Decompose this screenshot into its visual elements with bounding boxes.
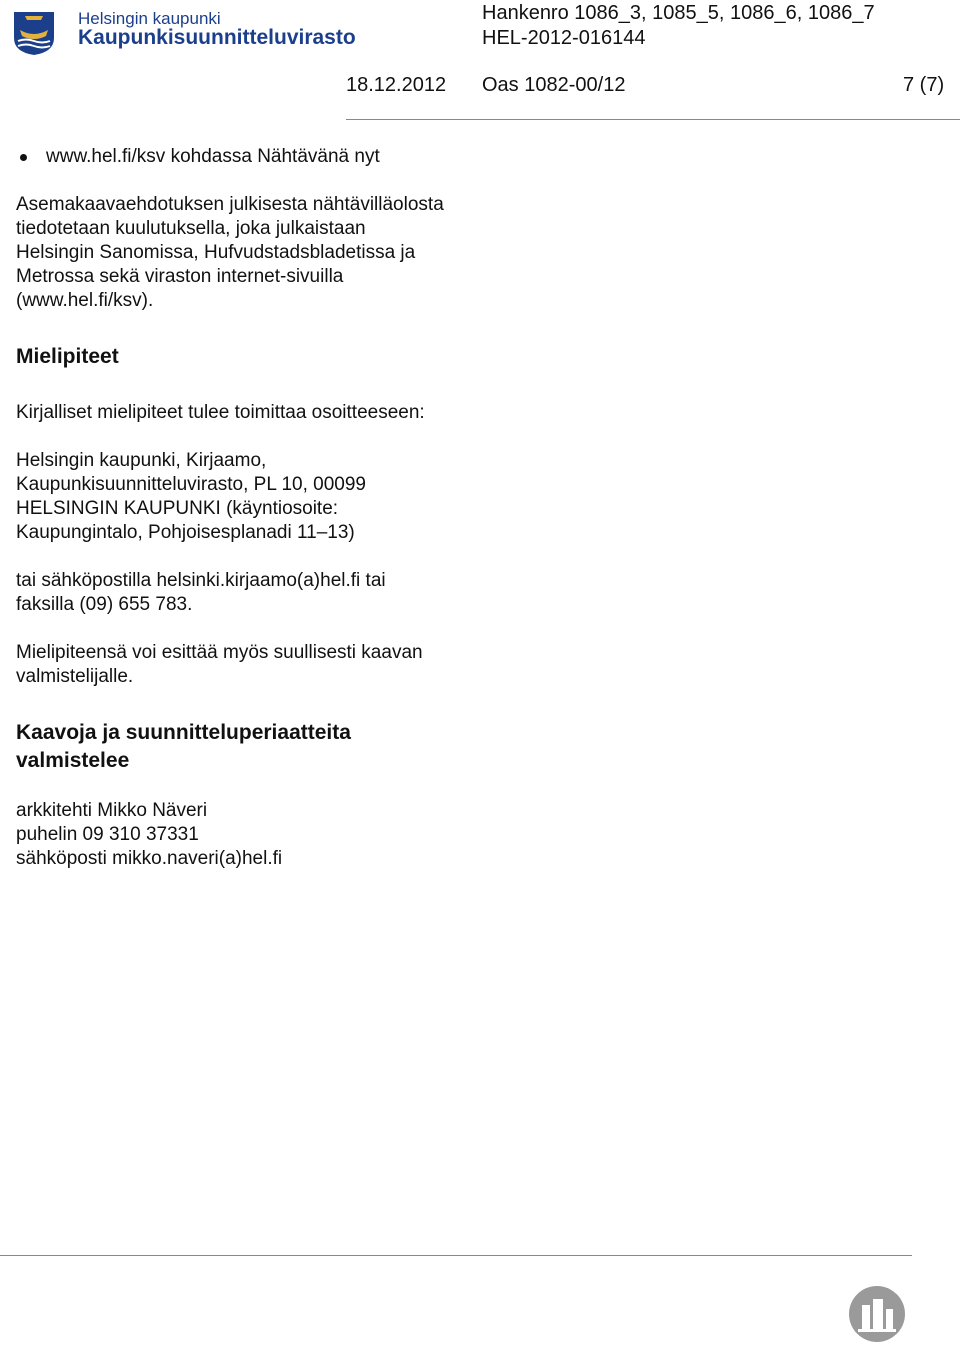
bullet-text: www.hel.fi/ksv kohdassa Nähtävänä nyt: [46, 146, 380, 167]
footer-divider: [0, 1255, 912, 1256]
org-name: Helsingin kaupunki: [78, 9, 221, 28]
document-body: [16, 145, 446, 871]
heading-preparer: Kaavoja ja suunnitteluperiaatteita valmistelee: [16, 721, 351, 772]
paragraph-address: Helsingin kaupunki, Kirjaamo, Kaupunkisuunnitteluvirasto, PL 10, 00099 HELSINGIN KAUPUNKI (käyntiosoite: Kaupungintalo, Pohjoisesplanadi 11–13): [16, 450, 366, 543]
paragraph-submit: Kirjalliset mielipiteet tulee toimittaa osoitteeseen:: [16, 402, 425, 423]
paragraph-oral: Mielipiteensä voi esittää myös suullisesti kaavan valmistelijalle.: [16, 642, 423, 687]
bullet-item: [16, 145, 446, 169]
bullet-icon: [20, 154, 27, 161]
department-name: Kaupunkisuunnitteluvirasto: [78, 26, 356, 49]
page-number: 7 (7): [903, 74, 945, 96]
paragraph-email-fax: tai sähköpostilla helsinki.kirjaamo(a)hel.fi tai faksilla (09) 655 783.: [16, 570, 386, 615]
heading-mielipiteet: Mielipiteet: [16, 345, 119, 368]
contact-name: arkkitehti Mikko Näveri: [16, 800, 208, 821]
document-number: Oas 1082-00/12: [482, 74, 626, 96]
document-date: 18.12.2012: [346, 74, 447, 96]
building-watermark-icon: [848, 1285, 906, 1343]
contact-email: sähköposti mikko.naveri(a)hel.fi: [16, 848, 283, 869]
paragraph-publication: Asemakaavaehdotuksen julkisesta nähtävilläolosta tiedotetaan kuulutuksella, joka julkaistaan Helsingin Sanomissa, Hufvudstadsbladetissa ja Metrossa sekä viraston internet-sivuilla (www.hel.fi/ksv).: [16, 194, 444, 311]
case-number: HEL-2012-016144: [482, 27, 646, 49]
helsinki-crest-icon: [8, 8, 60, 56]
project-numbers: Hankenro 1086_3, 1085_5, 1086_6, 1086_7: [482, 2, 875, 24]
contact-phone: puhelin 09 310 37331: [16, 824, 199, 845]
header-divider: [346, 119, 960, 120]
